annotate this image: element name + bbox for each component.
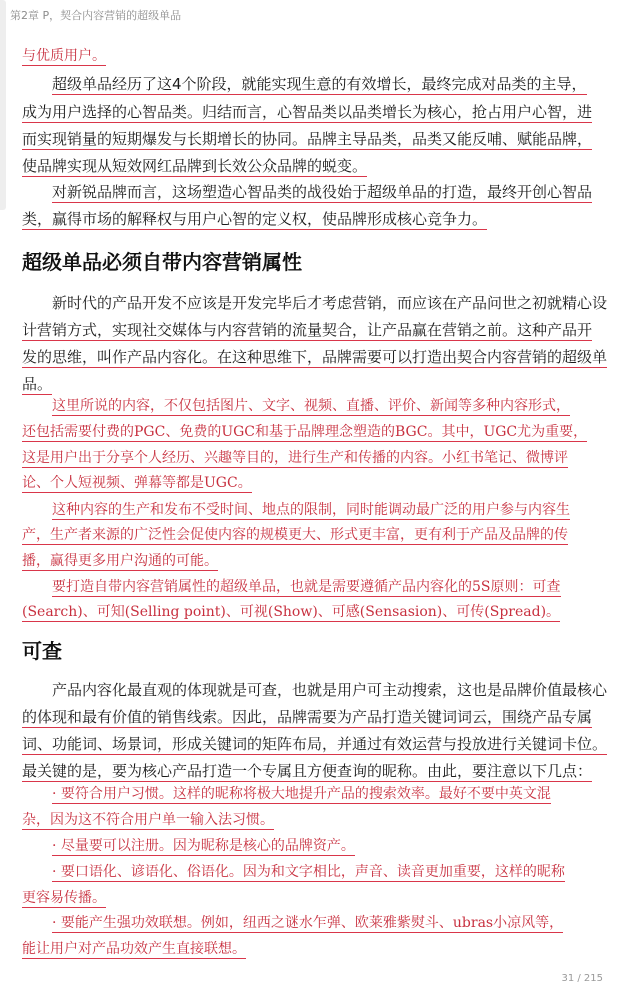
note-line: · 尽量要可以注册。因为昵称是核心的品牌资产。 — [52, 838, 355, 854]
text-line: 对新锐品牌而言，这场塑造心智品类的战役始于超级单品的打造，最终开创心智品 — [52, 183, 593, 201]
text-line: 成为用户选择的心智品类。归结而言，心智品类以品类增长为核心，抢占用户心智，进 — [22, 103, 593, 121]
text-line: 词、功能词、场景词，形成关键词的矩阵布局，并通过有效运营与投放进行关键词卡位。 — [22, 735, 608, 753]
note-line: 这种内容的生产和发布不受时间、地点的限制，同时能调动最广泛的用户参与内容生 — [52, 502, 570, 518]
text-line: 的体现和最有价值的销售线索。因此，品牌需要为产品打造关键词词云，围绕产品专属 — [22, 708, 593, 726]
note-line: (Search)、可知(Selling point)、可视(Show)、可感(Sensasion)、可传(Spread)。 — [22, 604, 561, 620]
note-line: · 要符合用户习惯。这样的昵称将极大地提升产品的搜索效率。最好不要中英文混 — [52, 786, 551, 802]
text-line: 使品牌实现从短效网红品牌到长效公众品牌的蜕变。 — [22, 157, 368, 175]
text-line: 最关键的是，要为核心产品打造一个专属且方便查询的昵称。由此，要注意以下几点： — [22, 762, 593, 780]
section-heading: 超级单品必须自带内容营销属性 — [22, 250, 302, 274]
text-line: 新时代的产品开发不应该是开发完毕后才考虑营销，而应该在产品问世之初就精心设 — [52, 294, 608, 312]
text-line: 产品内容化最直观的体现就是可查，也就是用户可主动搜索，这也是品牌价值最核心 — [52, 681, 608, 699]
note-line: 要打造自带内容营销属性的超级单品，也就是需要遵循产品内容化的5S原则：可查 — [52, 579, 561, 595]
text-line: 发的思维，叫作产品内容化。在这种思维下，品牌需要可以打造出契合内容营销的超级单 — [22, 348, 608, 366]
note-line: 更容易传播。 — [22, 890, 106, 906]
note-line: 播，赢得更多用户沟通的可能。 — [22, 553, 218, 569]
page-number: 31 / 215 — [561, 973, 603, 984]
note-line: 这是用户出于分享个人经历、兴趣等目的，进行生产和传播的内容。小红书笔记、微博评 — [22, 450, 568, 466]
text-line: 与优质用户。 — [22, 48, 106, 64]
note-line: 还包括需要付费的PGC、免费的UGC和基于品牌理念塑造的BGC。其中，UGC尤为重要， — [22, 424, 588, 440]
note-line: 产，生产者来源的广泛性会促使内容的规模更大、形式更丰富，更有利于产品及品牌的传 — [22, 527, 568, 543]
side-tab — [0, 0, 6, 210]
note-line: 这里所说的内容，不仅包括图片、文字、视频、直播、评价、新闻等多种内容形式， — [52, 398, 570, 414]
note-line: 能让用户对产品功效产生直接联想。 — [22, 941, 246, 957]
text-line: 类，赢得市场的解释权与用户心智的定义权，使品牌形成核心竞争力。 — [22, 210, 488, 228]
text-line: 而实现销量的短期爆发与长期增长的协同。品牌主导品类，品类又能反哺、赋能品牌， — [22, 130, 593, 148]
text-line: 超级单品经历了这4个阶段，就能实现生意的有效增长，最终完成对品类的主导， — [52, 75, 587, 93]
chapter-header: 第2章 P，契合内容营销的超级单品 — [10, 9, 182, 22]
note-line: 杂，因为这不符合用户单一输入法习惯。 — [22, 812, 274, 828]
text-line: 计营销方式，实现社交媒体与内容营销的流量契合，让产品赢在营销之前。这种产品开 — [22, 321, 593, 339]
note-line: 论、个人短视频、弹幕等都是UGC。 — [22, 475, 252, 491]
note-line: · 要口语化、谚语化、俗语化。因为和文字相比，声音、读音更加重要，这样的昵称 — [52, 864, 565, 880]
note-line: · 要能产生强功效联想。例如，纽西之谜水乍弹、欧莱雅紫熨斗、ubras小凉风等， — [52, 915, 564, 931]
text-line: 品。 — [22, 375, 53, 393]
section-heading: 可查 — [22, 639, 62, 663]
